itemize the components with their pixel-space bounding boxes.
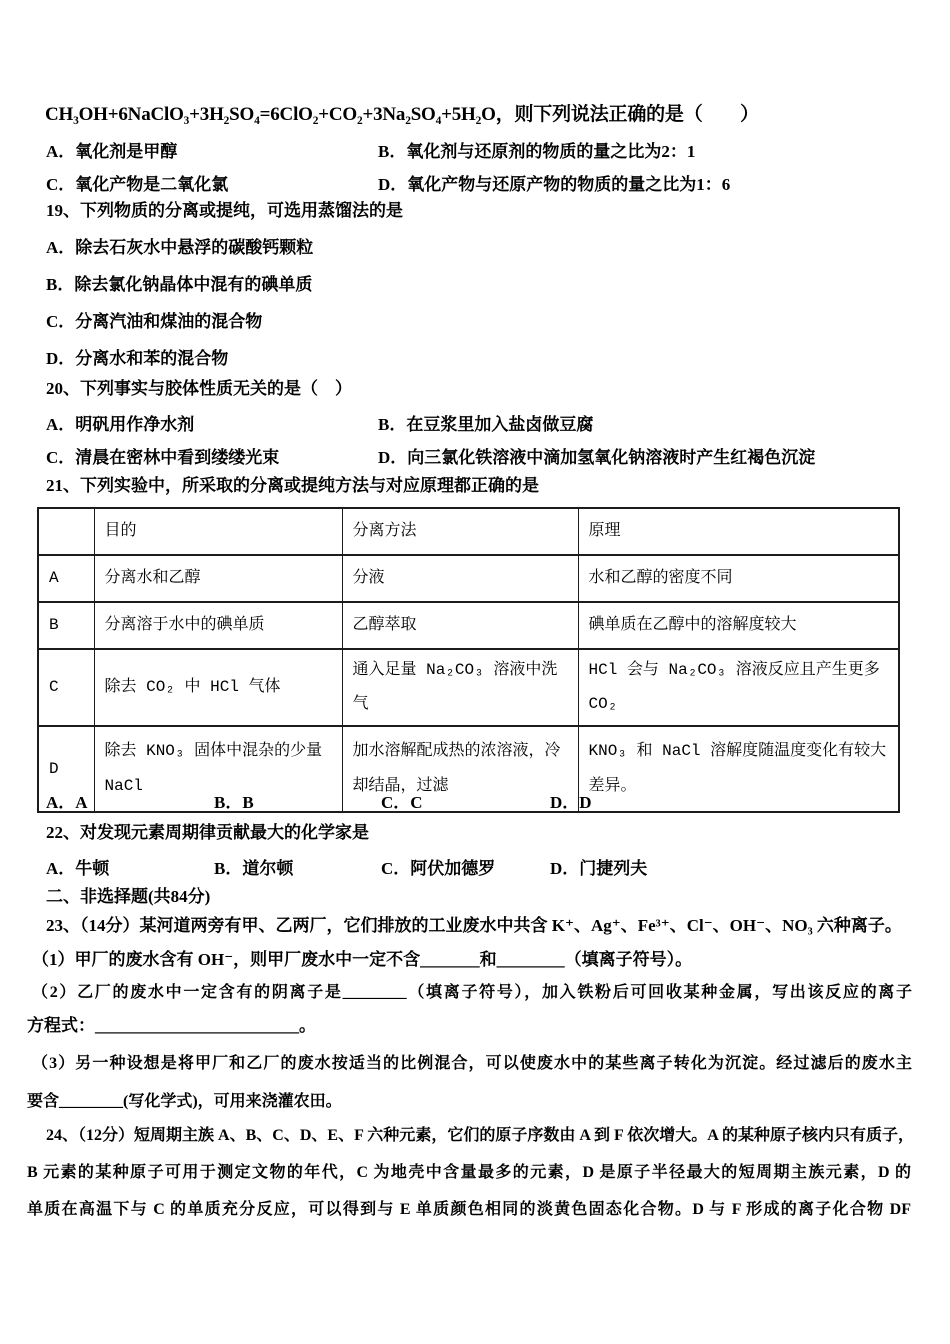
q21-table-header-purpose: 目的 (94, 508, 342, 555)
q19-option-a: A．除去石灰水中悬浮的碳酸钙颗粒 (46, 238, 314, 257)
q23-part3-line2: 要含________(写化学式)，可用来浇灌农田。 (27, 1093, 342, 1110)
q22-option-c: C．阿伏加德罗 (381, 859, 496, 878)
q22-options-row (0, 854, 950, 878)
q18-equation-stem: CH₃OH+6NaClO₃+3H₂SO₄=6ClO₂+CO₂+3Na₂SO₄+5H₂O，则下列说法正确的是（ ） (45, 104, 759, 125)
q21-row-b-purpose: 分离溶于水中的碘单质 (94, 602, 342, 649)
q18-option-d: D．氧化产物与还原产物的物质的量之比为1：6 (378, 175, 731, 194)
q21-table-row-c (38, 649, 899, 726)
q20-options-row-1 (0, 410, 950, 434)
q21-row-b-method: 乙醇萃取 (342, 602, 578, 649)
q21-row-d-method: 加水溶解配成热的浓溶液，冷却结晶，过滤 (342, 726, 578, 812)
q21-row-d-label: D (38, 726, 94, 812)
q21-stem: 21、下列实验中，所采取的分离或提纯方法与对应原理都正确的是 (46, 476, 539, 495)
q19-option-c: C．分离汽油和煤油的混合物 (46, 312, 263, 331)
section2-title: 二、非选择题(共84分) (46, 887, 211, 906)
q21-row-c-purpose: 除去 CO₂ 中 HCl 气体 (94, 649, 342, 726)
q21-table-header-principle: 原理 (578, 508, 899, 555)
q24-line3: 单质在高温下与 C 的单质充分反应，可以得到与 E 单质颜色相同的淡黄色固态化合物。D 与 F 形成的离子化合物 DF (27, 1201, 911, 1218)
q19-option-d: D．分离水和苯的混合物 (46, 349, 229, 368)
q24-line2: B 元素的某种原子可用于测定文物的年代，C 为地壳中含量最多的元素，D 是原子半径最大的短周期主族元素，D 的 (27, 1164, 911, 1181)
q18-options-row-1 (0, 137, 950, 161)
q21-answer-options-row (0, 788, 950, 812)
q21-row-a-purpose: 分离水和乙醇 (94, 555, 342, 602)
q20-option-d: D．向三氯化铁溶液中滴加氢氧化钠溶液时产生红褐色沉淀 (378, 448, 816, 467)
q21-table-header-row (38, 508, 899, 555)
q21-row-d-principle: KNO₃ 和 NaCl 溶解度随温度变化有较大差异。 (578, 726, 899, 812)
q21-table-row-b (38, 602, 899, 649)
q20-option-a: A．明矾用作净水剂 (46, 415, 195, 434)
q22-option-d: D．门捷列夫 (550, 859, 648, 878)
q21-row-c-method: 通入足量 Na₂CO₃ 溶液中洗气 (342, 649, 578, 726)
q19-stem: 19、下列物质的分离或提纯，可选用蒸馏法的是 (46, 201, 403, 220)
q21-row-b-label: B (38, 602, 94, 649)
q21-row-a-principle: 水和乙醇的密度不同 (578, 555, 899, 602)
q18-option-c: C．氧化产物是二氧化氯 (46, 175, 229, 194)
q18-options-row-2 (0, 170, 950, 194)
q20-option-b: B．在豆浆里加入盐卤做豆腐 (378, 415, 594, 434)
q21-row-b-principle: 碘单质在乙醇中的溶解度较大 (578, 602, 899, 649)
q23-part2-line2: 方程式：________________________。 (27, 1016, 316, 1035)
q21-table-row-a (38, 555, 899, 602)
q21-table (37, 507, 900, 813)
q23-part3-line1: （3）另一种设想是将甲厂和乙厂的废水按适当的比例混合，可以使废水中的某些离子转化为沉淀。经过滤后的废水主 (32, 1055, 912, 1072)
q21-row-a-method: 分液 (342, 555, 578, 602)
q21-table-header-method: 分离方法 (342, 508, 578, 555)
q19-option-b: B．除去氯化钠晶体中混有的碘单质 (46, 275, 313, 294)
q23-part1: （1）甲厂的废水含有 OH⁻，则甲厂废水中一定不含_______和________（填离子符号）。 (32, 950, 693, 969)
q23-stem: 23、（14分）某河道两旁有甲、乙两厂，它们排放的工业废水中共含 K⁺、Ag⁺、Fe³⁺、Cl⁻、OH⁻、NO₃ 六种离子。 (46, 916, 902, 935)
q21-answer-d: D．D (550, 793, 592, 812)
q22-option-a: A．牛顿 (46, 859, 110, 878)
q22-option-b: B．道尔顿 (214, 859, 294, 878)
q21-answer-c: C．C (381, 793, 423, 812)
q21-row-c-label: C (38, 649, 94, 726)
q20-option-c: C．清晨在密林中看到缕缕光束 (46, 448, 280, 467)
q21-row-c-principle: HCl 会与 Na₂CO₃ 溶液反应且产生更多 CO₂ (578, 649, 899, 726)
q18-option-a: A．氧化剂是甲醇 (46, 142, 178, 161)
q20-options-row-2 (0, 443, 950, 467)
q21-row-d-purpose: 除去 KNO₃ 固体中混杂的少量 NaCl (94, 726, 342, 812)
q22-stem: 22、对发现元素周期律贡献最大的化学家是 (46, 823, 369, 842)
q24-line1: 24、（12分）短周期主族 A、B、C、D、E、F 六种元素，它们的原子序数由 A 到 F 依次增大。A 的某种原子核内只有质子， (46, 1127, 914, 1144)
q21-answer-b: B．B (214, 793, 254, 812)
q18-option-b: B．氧化剂与还原剂的物质的量之比为2：1 (378, 142, 696, 161)
q21-row-a-label: A (38, 555, 94, 602)
q23-part2-line1: （2）乙厂的废水中一定含有的阴离子是________（填离子符号），加入铁粉后可回收某种金属，写出该反应的离子 (32, 984, 912, 1001)
q20-stem: 20、下列事实与胶体性质无关的是（ ） (46, 379, 352, 398)
q21-answer-a: A．A (46, 793, 88, 812)
q21-table-header-blank (38, 508, 94, 555)
